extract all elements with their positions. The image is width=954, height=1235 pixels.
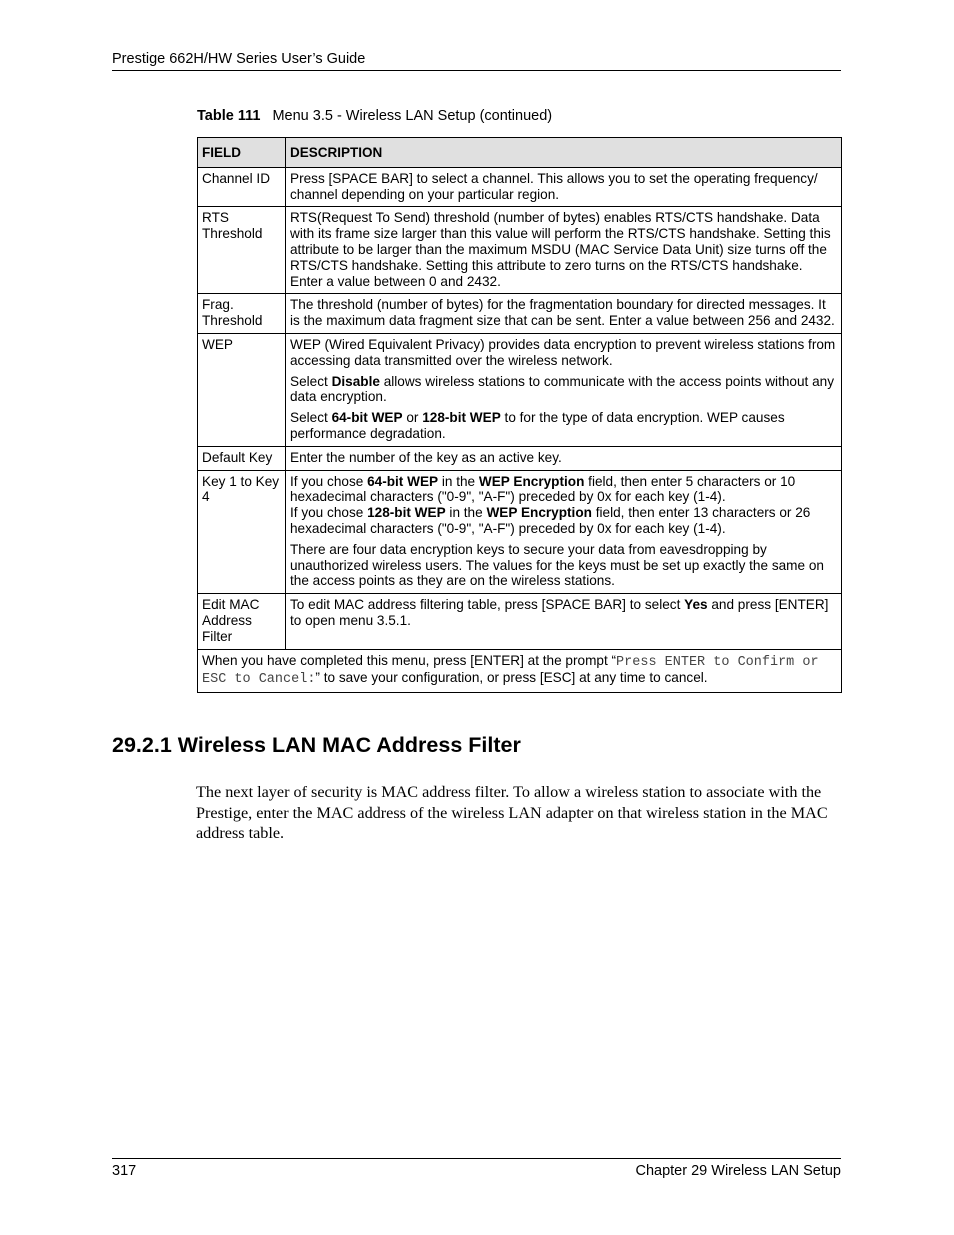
text-run: RTS(Request To Send) threshold (number of bytes) enables RTS/CTS handshake. Data with its frame size larger than this value will perform the RTS/CTS handshake. Setting this attribute to be larger than the maximum MSDU (MAC Service Data Unit) size turns off the RTS/CTS handshake. Setting this attribute to zero turns on the RTS/CTS handshake. Enter a value between 0 and 2432.: [290, 210, 831, 289]
description-cell: [286, 167, 842, 207]
table-caption-label: Table 111: [197, 108, 261, 124]
table-body: [198, 167, 842, 692]
bold-term: WEP Encryption: [486, 505, 592, 521]
section-body: The next layer of security is MAC address filter. To allow a wireless station to associate with the Prestige, enter the MAC address of the wireless LAN adapter on that wireless station in the MAC address table.: [196, 783, 828, 842]
text-run: If you chose: [290, 505, 368, 521]
description-paragraph: [290, 210, 837, 289]
table-note-cell: [198, 649, 842, 693]
description-paragraph: [290, 474, 837, 537]
table-row: [198, 470, 842, 594]
description-cell: [286, 470, 842, 594]
text-run: field, then enter 5 characters or 10 hexadecimal characters ("0-9", "A-F") preceded by 0x for each key (1-4).: [290, 473, 796, 505]
table-row: [198, 167, 842, 207]
section-heading: 29.2.1 Wireless LAN MAC Address Filter: [112, 733, 521, 757]
document-title: Prestige 662H/HW Series User’s Guide: [112, 51, 366, 67]
description-cell: [286, 594, 842, 649]
description-paragraph: [290, 450, 837, 466]
bold-term: 128-bit WEP: [367, 505, 446, 521]
bold-term: WEP Encryption: [478, 473, 585, 489]
description-paragraph: [290, 542, 837, 589]
bold-term: 64-bit WEP: [367, 473, 439, 489]
text-run: When you have completed this menu, press [ENTER] at the prompt “: [202, 652, 617, 668]
field-description-table: [197, 137, 842, 693]
field-cell: Edit MAC Address Filter: [198, 594, 286, 649]
table-row: [198, 207, 842, 294]
table-row: [198, 294, 842, 334]
table-row: [198, 333, 842, 446]
description-cell: [286, 446, 842, 470]
description-cell: [286, 294, 842, 334]
text-run: Enter the number of the key as an active key.: [290, 449, 562, 465]
description-paragraph: [290, 297, 837, 329]
bold-term: 128-bit WEP: [422, 410, 501, 426]
bold-term: 64-bit WEP: [331, 410, 403, 426]
description-paragraph: [290, 374, 837, 406]
text-run: field, then enter 13 characters or 26 hexadecimal characters ("0-9", "A-F") preceded by 0x for each key (1-4).: [290, 505, 811, 536]
text-run: To edit MAC address filtering table, press [SPACE BAR] to select: [290, 597, 685, 613]
table-row: [198, 446, 842, 470]
field-cell: RTS Threshold: [198, 207, 286, 294]
header-description: DESCRIPTION: [286, 138, 842, 168]
running-footer: [112, 1158, 841, 1179]
text-run: to for the type of data encryption. WEP causes performance degradation.: [290, 410, 785, 441]
table-header-row: [198, 138, 842, 168]
page-number: 317: [112, 1163, 137, 1179]
text-run: allows wireless stations to communicate with the access points without any data encryption.: [290, 373, 835, 405]
text-run: There are four data encryption keys to secure your data from eavesdropping by unauthorized wireless users. The values for the keys must be set up exactly the same on the access points as they are on the wireless stations.: [290, 541, 824, 589]
description-cell: [286, 333, 842, 446]
description-paragraph: [290, 597, 837, 629]
table-row: [198, 594, 842, 649]
text-run: If you chose: [290, 473, 368, 489]
field-cell: Frag. Threshold: [198, 294, 286, 334]
text-run: in the: [445, 505, 487, 521]
text-run: The threshold (number of bytes) for the fragmentation boundary for directed messages. It is the maximum data fragment size that can be sent. Enter a value between 256 and 2432.: [290, 297, 835, 329]
description-cell: [286, 207, 842, 294]
table-note-row: [198, 649, 842, 693]
text-run: ” to save your configuration, or press [ESC] at any time to cancel.: [315, 670, 708, 686]
table-caption: [197, 108, 552, 124]
field-cell: Key 1 to Key 4: [198, 470, 286, 594]
text-run: Select: [290, 373, 332, 389]
description-paragraph: [290, 410, 837, 442]
text-run: WEP (Wired Equivalent Privacy) provides data encryption to prevent wireless stations from accessing data transmitted over the wireless network.: [290, 336, 836, 368]
text-run: Select: [290, 410, 332, 426]
text-run: and press [ENTER] to open menu 3.5.1.: [290, 597, 829, 628]
running-header: [112, 51, 841, 71]
prompt-text: Press ENTER to Confirm or ESC to Cancel:: [202, 654, 819, 688]
table-caption-text: Menu 3.5 - Wireless LAN Setup (continued): [272, 108, 553, 124]
text-run: Press [SPACE BAR] to select a channel. This allows you to set the operating frequency/ channel depending on your particular region.: [290, 170, 818, 202]
description-paragraph: [290, 337, 837, 369]
header-field: FIELD: [198, 138, 286, 168]
bold-term: Yes: [684, 597, 708, 613]
field-cell: WEP: [198, 333, 286, 446]
description-paragraph: [290, 171, 837, 203]
field-cell: Channel ID: [198, 167, 286, 207]
bold-term: Disable: [331, 373, 380, 389]
text-run: in the: [438, 473, 479, 489]
chapter-title: Chapter 29 Wireless LAN Setup: [635, 1163, 841, 1179]
field-cell: Default Key: [198, 446, 286, 470]
text-run: or: [402, 410, 423, 426]
